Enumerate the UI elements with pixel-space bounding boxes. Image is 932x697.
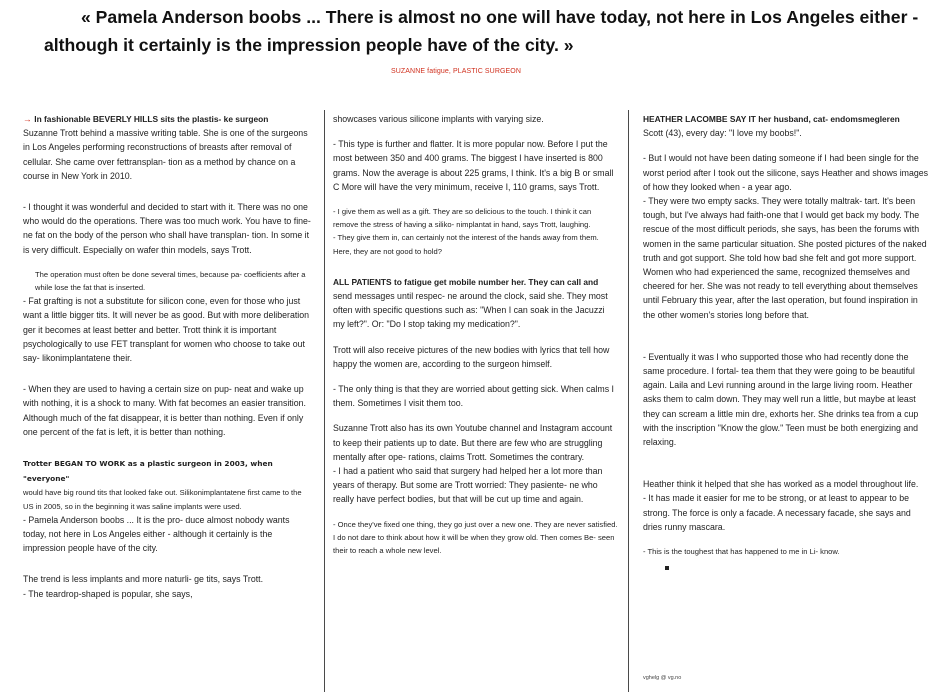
paragraph: - Pamela Anderson boobs ... It is the pro- duce almost nobody wants today, not here in Los Angeles either - although it certainly is the impression people have of the city. bbox=[23, 514, 290, 554]
paragraph: - It has made it easier for me to be strong, or at least to appear to be strong. The force is only a facade. A necessary facade, she says and dries runny mascara. bbox=[643, 493, 911, 532]
lead-in: In fashionable BEVERLY HILLS sits the plastis- ke surgeon bbox=[34, 114, 269, 124]
paragraph: would have big round tits that looked fake out. Silikonimplantatene first came to the US in 2005, so in the beginning it was saline implants were used. bbox=[23, 488, 302, 511]
paragraph: - They give them in, can certainly not the interest of the hands away from them. Here, they are not good to hold? bbox=[333, 233, 599, 256]
paragraph: - Fat grafting is not a substitute for silicon cone, even for those who just want a little bigger tits. It will never be as good. But with more deliberation ger it becomes at least better and better. Trott think it is important psychologically to use FET transplant for women who choose to take out say- likonimplantatene their. bbox=[23, 296, 310, 364]
paragraph: - I had a patient who said that surgery had helped her a lot more than years of therapy. But some are Trott worried: They pasiente- ne who really have perfect bodies, but that will be cut up time and again. bbox=[333, 466, 603, 505]
paragraph: Scott (43), every day: "I love my boobs!". bbox=[643, 128, 802, 139]
headline-line-2: although it certainly is the impression people have of the city. » bbox=[44, 35, 574, 55]
paragraph: - I give them as well as a gift. They are so delicious to the touch. I think it can remove the stress of having a siliko- nimplantat in hand, says Trott, laughing. bbox=[333, 207, 592, 230]
paragraph: - Once they've fixed one thing, they go just over a new one. They are never satisfied. I do not dare to think about how it will be when they grow old. Then comes Be- seen their to reach a whole new level. bbox=[333, 519, 618, 556]
paragraph: - But I would not have been dating someone if I had been single for the worst period after I took out the silicone, says Heather and shows images of how they looked when - a year ago. bbox=[643, 153, 929, 192]
paragraph: - This is the toughest that has happened to me in Li- know. bbox=[643, 547, 840, 557]
column-2 bbox=[333, 112, 618, 692]
paragraph: - I thought it was wonderful and decided to start with it. There was no one who would do the operations. There was too much work. You have to fine-ne fat on the body of the person who shall have transplan- tion. In some it is very difficult. Especially on wafer thin models, says Trott. bbox=[23, 202, 311, 255]
column-divider-2 bbox=[628, 110, 629, 692]
paragraph: Heather think it helped that she has worked as a model throughout life. bbox=[643, 479, 919, 490]
paragraph: The trend is less implants and more naturli- ge tits, says Trott. bbox=[23, 574, 264, 585]
footer-email: vghelg @ vg.no bbox=[643, 675, 682, 681]
paragraph: showcases various silicone implants with varying size. bbox=[333, 114, 544, 124]
paragraph: Suzanne Trott behind a massive writing table. She is one of the surgeons in Los Angeles performing reconstructions of breasts after removal of cellular. She came over fettransplan- tion as a method by chance on a course in New York in 2010. bbox=[23, 128, 308, 181]
paragraph: - The teardrop-shaped is popular, she says, bbox=[23, 588, 193, 599]
arrow-icon: → bbox=[23, 114, 32, 124]
lead-in: HEATHER LACOMBE SAY IT her husband, cat- endomsmegleren bbox=[643, 114, 900, 124]
lead-in: ALL PATIENTS to fatigue get mobile number her. They can call and bbox=[333, 276, 599, 287]
byline: SUZANNE fatigue, PLASTIC SURGEON bbox=[390, 68, 521, 75]
lead-in: Trotter BEGAN TO WORK as a plastic surgeon in 2003, when "everyone" bbox=[23, 459, 273, 484]
paragraph: send messages until respec- ne around the clock, said she. They most often with specific questions such as: "When I can soak in the Jacuzzi my left?". Or: "Do I stop taking my medication?". bbox=[333, 291, 608, 330]
headline-line-1: « Pamela Anderson boobs ... There is almost no one will have today, not here in Los Angeles either - bbox=[81, 7, 919, 27]
paragraph: - This type is further and flatter. It is more popular now. Before I put the most between 350 and 400 grams. The biggest I have inserted is 800 grams. Now the average is about 225 grams, I think. It's a big B or small C More will have the very minimum, receive I, 110 grams, says Trott. bbox=[333, 139, 614, 192]
end-mark-icon bbox=[665, 566, 669, 570]
paragraph: - The only thing is that they are worried about getting sick. When calms I them. Sometimes I visit them too. bbox=[333, 384, 614, 409]
paragraph: The operation must often be done several times, because pa- coefficients after a while lose the fat that is inserted. bbox=[35, 269, 306, 293]
paragraph: - Eventually it was I who supported those who had recently done the same procedure. I fortal- tea them that they were going to be beautiful again. Laila and Levi running around in the large living room. Heather asks them to calm down. They may well run a little, but maybe at least they can scream a little min dre, exhorts her. She drinks tea from a cup with the inscription "Know the glow." Teen must be both energizing and relaxing. bbox=[643, 351, 919, 448]
column-divider-1 bbox=[324, 110, 325, 692]
paragraph: Suzanne Trott also has its own Youtube channel and Instagram account to keep their patients up to date. But there are few who are struggling mentally after ope- rations, claims Trott. Sometimes the contrary. bbox=[333, 423, 613, 462]
column-1 bbox=[23, 112, 312, 692]
paragraph: - They were two empty sacks. They were totally maltrak- tart. It's been tough, but I've always had faith-one that I would get back my body. The rescue of the most difficult periods, she says, has been the forums with women in the same particular situation. She posted pictures of the naked truth and got support. She told how bad she felt and got more support. Women who had experienced the same, recognized themselves and cheered for her. She was not ready to tell everything about themselves until February this year, after the last operation, but found inspiration in the other women's stories long before that. bbox=[643, 196, 927, 320]
column-3 bbox=[643, 112, 932, 692]
paragraph: Trott will also receive pictures of the new bodies with lyrics that tell how happy the women are, according to the surgeon himself. bbox=[333, 344, 610, 369]
paragraph: - When they are used to having a certain size on pup- neat and wake up with nothing, it is a shock to many. With fat becomes an easier transition. Although much of the fat disappear, it is better than nothing. Even if only one percent of the fat is left, it is better than nothing. bbox=[23, 384, 306, 437]
